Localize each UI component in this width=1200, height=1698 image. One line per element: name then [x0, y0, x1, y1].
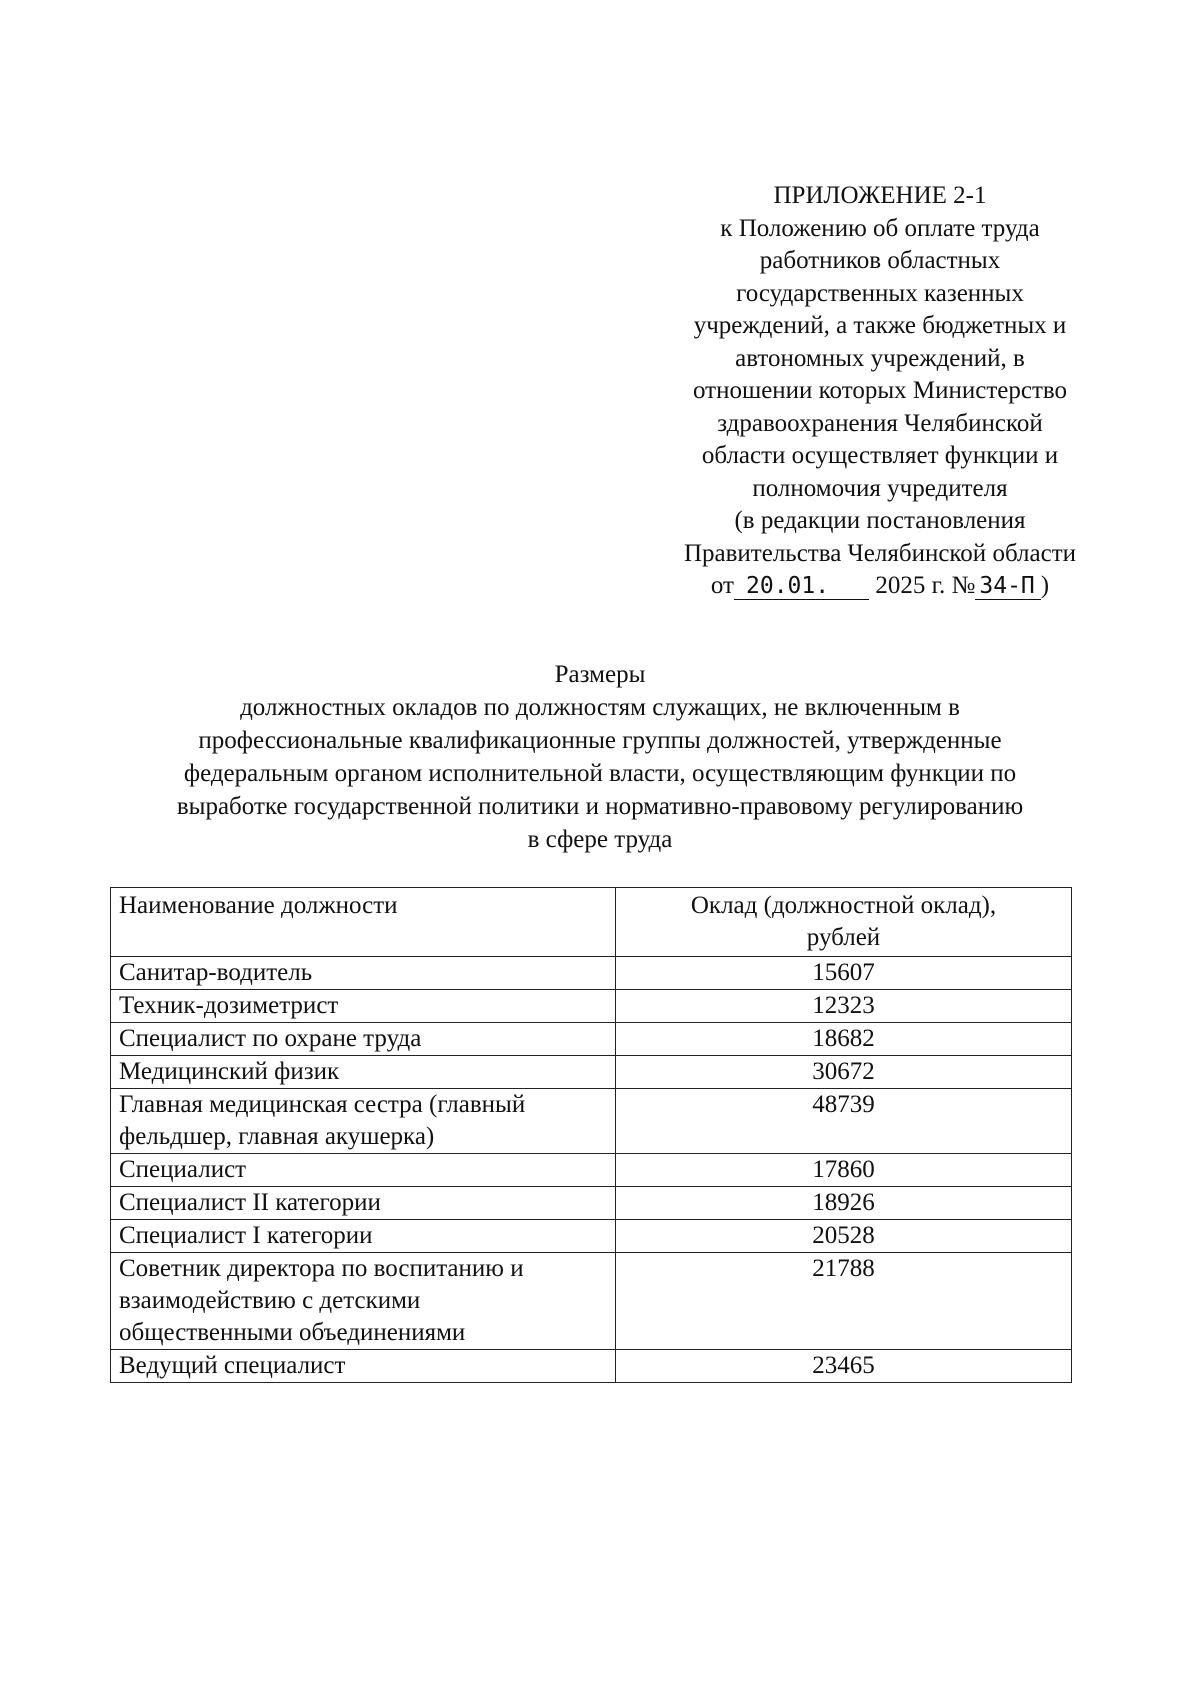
salary-cell: 20528	[616, 1220, 1072, 1253]
appendix-line: государственных казенных	[736, 279, 1024, 307]
appendix-line: к Положению об оплате труда	[720, 214, 1040, 242]
salary-cell: 12323	[616, 990, 1072, 1023]
position-cell	[111, 990, 616, 1023]
position-name: Специалист I категории	[119, 1222, 373, 1249]
header-salary	[616, 888, 1072, 957]
position-name: Медицинский физик	[119, 1058, 340, 1085]
year-text: 2025 г. №	[875, 572, 976, 599]
table-header-row	[111, 888, 1072, 957]
document-heading	[60, 658, 1140, 856]
appendix-line: (в редакции постановления	[734, 507, 1026, 534]
header-salary-line2: рублей	[806, 924, 881, 951]
position-name: Главная медицинская сестра (главный фельдшер, главная акушерка)	[119, 1091, 526, 1150]
table-row	[111, 1220, 1072, 1253]
closing-paren: )	[1040, 572, 1050, 599]
position-name: Специалист по охране труда	[119, 1025, 422, 1052]
heading-title: Размеры	[554, 661, 646, 688]
appendix-line: автономных учреждений, в	[735, 344, 1025, 372]
heading-line: выработке государственной политики и нормативно-правовому регулированию	[176, 793, 1024, 820]
resolution-number: 34-П	[975, 573, 1040, 600]
position-cell	[111, 1023, 616, 1056]
table-row	[111, 990, 1072, 1023]
position-name: Советник директора по воспитанию и взаимодействию с детскими общественными объединениями	[119, 1255, 524, 1346]
position-name: Санитар-водитель	[119, 959, 313, 986]
position-cell	[111, 1350, 616, 1383]
salary-cell: 21788	[616, 1253, 1072, 1350]
appendix-header	[630, 180, 1130, 603]
table-row	[111, 957, 1072, 990]
table-row	[111, 1187, 1072, 1220]
position-name: Ведущий специалист	[119, 1352, 346, 1379]
heading-line: профессиональные квалификационные группы должностей, утвержденные	[198, 727, 1002, 754]
position-cell	[111, 1220, 616, 1253]
position-name: Техник-дозиметрист	[119, 992, 339, 1019]
position-name: Специалист	[119, 1156, 247, 1183]
table-row	[111, 1154, 1072, 1187]
table-row	[111, 1023, 1072, 1056]
appendix-line: области осуществляет функции и	[701, 442, 1059, 469]
salary-cell: 15607	[616, 957, 1072, 990]
salary-cell: 18682	[616, 1023, 1072, 1056]
date-prefix: от	[710, 572, 734, 599]
position-name: Специалист II категории	[119, 1189, 381, 1216]
table-row	[111, 1089, 1072, 1154]
position-cell	[111, 1253, 616, 1350]
position-cell	[111, 1056, 616, 1089]
salary-cell: 23465	[616, 1350, 1072, 1383]
salary-cell: 18926	[616, 1187, 1072, 1220]
heading-line: федеральным органом исполнительной власти, осуществляющим функции по	[183, 760, 1017, 787]
header-position: Наименование должности	[111, 888, 616, 957]
table-row	[111, 1253, 1072, 1350]
table-row	[111, 1350, 1072, 1383]
appendix-line: Правительства Челябинской области	[683, 539, 1077, 567]
resolution-date-line	[630, 570, 1130, 603]
appendix-line: полномочия учредителя	[752, 474, 1008, 502]
table-row	[111, 1056, 1072, 1089]
resolution-date: 20.01.	[734, 573, 869, 600]
appendix-title: ПРИЛОЖЕНИЕ 2-1	[773, 182, 987, 209]
position-cell	[111, 957, 616, 990]
appendix-line: работников областных	[759, 247, 1001, 274]
position-cell	[111, 1089, 616, 1154]
salary-cell: 48739	[616, 1089, 1072, 1154]
heading-line: должностных окладов по должностям служащих, не включенным в	[240, 694, 960, 721]
heading-line: в сфере труда	[527, 826, 673, 853]
header-salary-line1: Оклад (должностной оклад),	[690, 892, 997, 919]
appendix-line: здравоохранения Челябинской	[717, 409, 1043, 437]
appendix-line: учреждений, а также бюджетных и	[693, 312, 1067, 339]
salary-cell: 17860	[616, 1154, 1072, 1187]
position-cell	[111, 1154, 616, 1187]
salary-table	[110, 887, 1072, 1383]
position-cell	[111, 1187, 616, 1220]
appendix-line: отношении которых Министерство	[692, 377, 1068, 404]
salary-cell: 30672	[616, 1056, 1072, 1089]
